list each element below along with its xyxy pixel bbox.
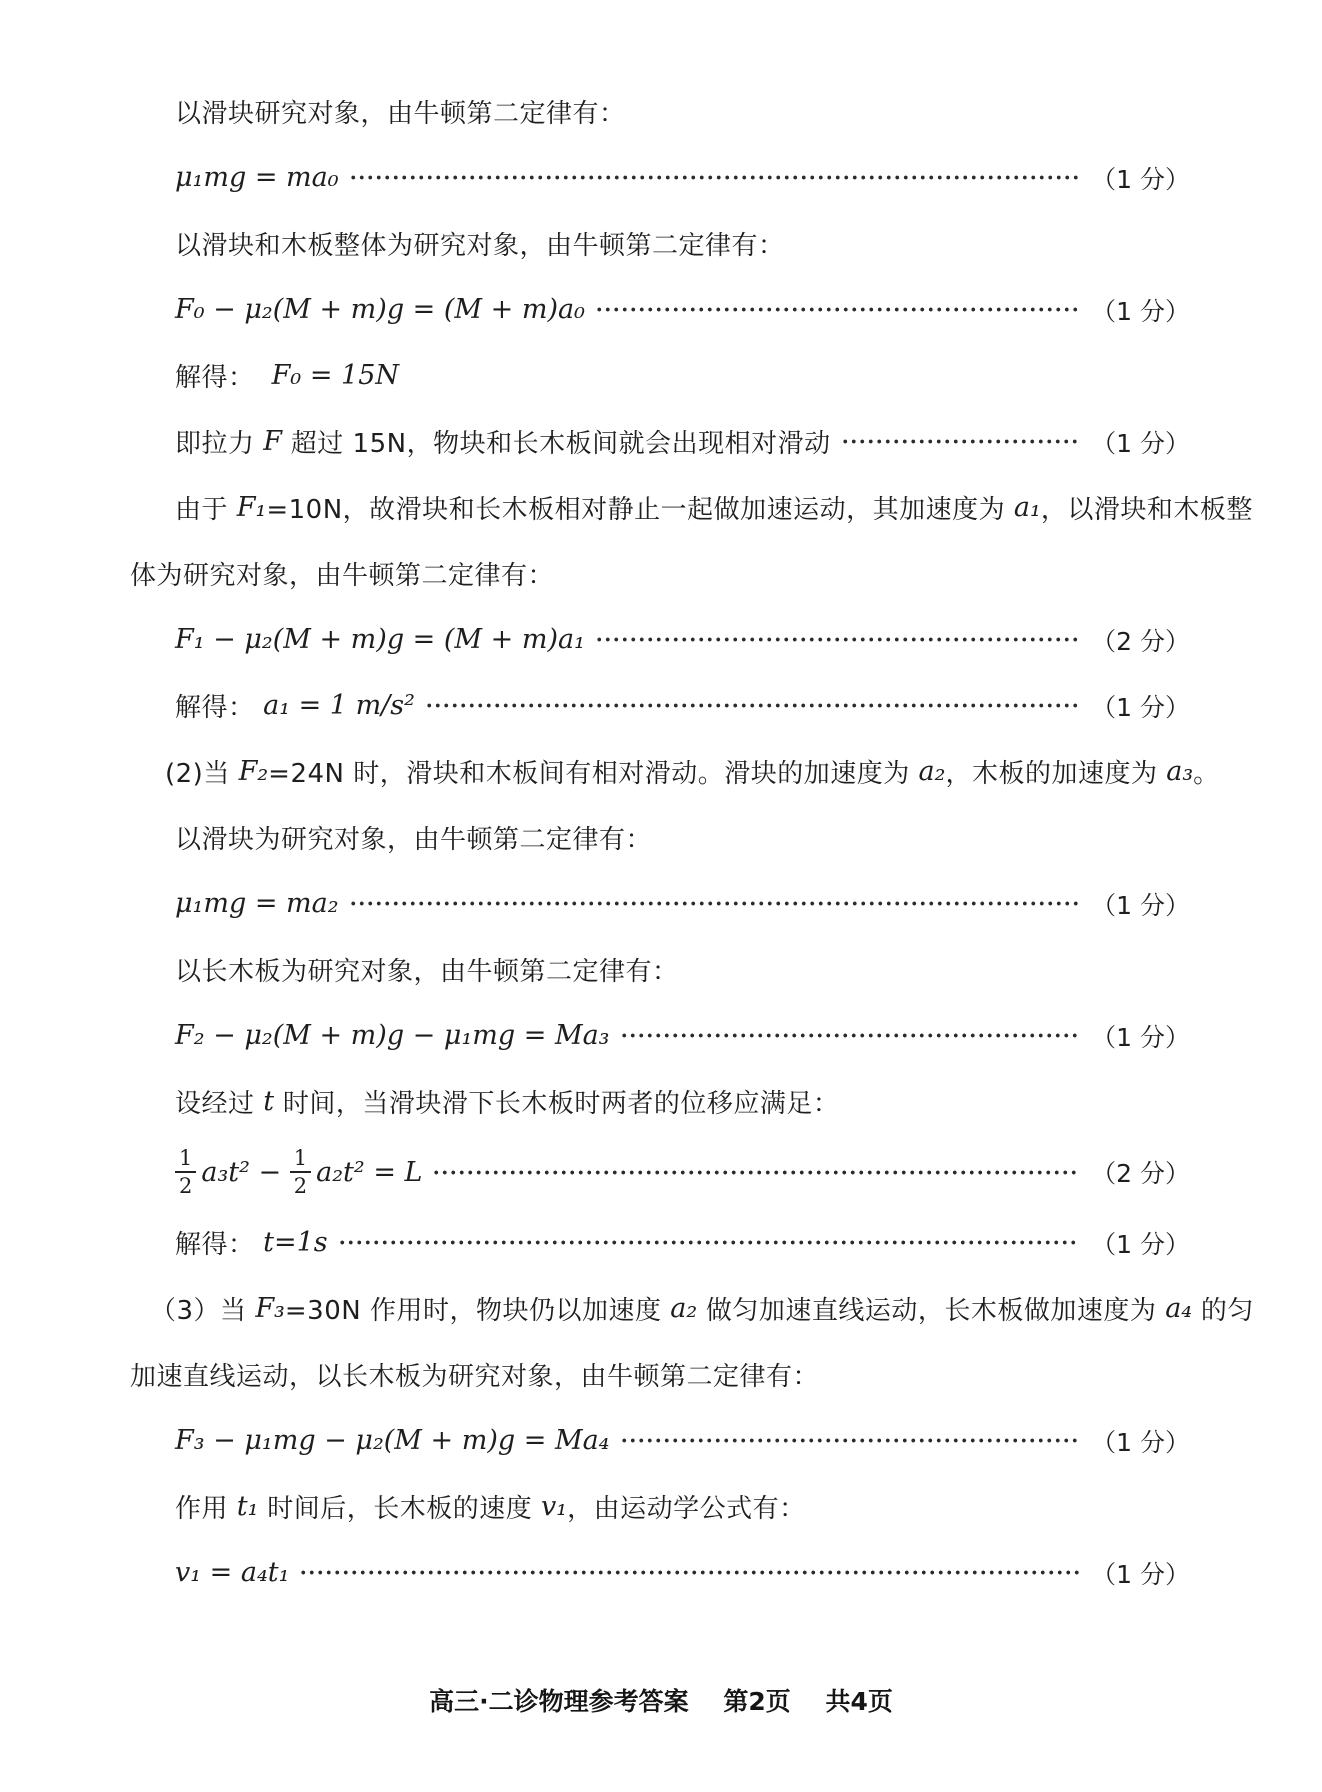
math-run: F₂ − μ₂(M + m)g − μ₁mg = Ma₃ [175, 1020, 610, 1051]
line-content [175, 1557, 289, 1588]
text-run: 解得： [175, 363, 255, 393]
solution-line [130, 354, 1190, 397]
line-content [175, 687, 415, 724]
text-line [130, 816, 1190, 859]
text-run: =10N，故滑块和长木板相对静止一起做加速运动，其加速度为 [266, 495, 1014, 525]
math-run: a₂t² = L [316, 1156, 423, 1188]
math-run: μ₁mg = ma₂ [175, 888, 339, 919]
dotted-leader [425, 703, 1079, 708]
line-content [175, 1083, 839, 1120]
solution-line [130, 684, 1190, 727]
score-label: （1 分） [1091, 1559, 1190, 1589]
math-run: F₃ [255, 1293, 285, 1325]
score-label: （2 分） [1091, 626, 1190, 656]
line-content [175, 888, 339, 919]
math-run: a₄ [1165, 1293, 1193, 1325]
text-run: ，木板的加速度为 [945, 759, 1167, 789]
dotted-leader [432, 1170, 1079, 1175]
line-content [175, 1020, 610, 1051]
line-content [175, 489, 1253, 526]
equation-line [130, 882, 1190, 925]
math-run: v₁ [540, 1491, 568, 1523]
text-run: 由于 [175, 495, 237, 525]
score-label: （1 分） [1091, 1022, 1190, 1052]
math-run: F₁ [236, 492, 267, 523]
equation-line [130, 156, 1190, 199]
line-content [175, 294, 585, 325]
text-line [130, 750, 1220, 793]
text-run: 设经过 [175, 1089, 264, 1119]
math-run: a₃t² − [201, 1156, 290, 1188]
text-run: ，由运动学公式有： [567, 1494, 806, 1525]
score-label: （2 分） [1091, 1159, 1190, 1189]
text-run: =30N 作用时，物块仍以加速度 [284, 1296, 671, 1327]
equation-line [130, 1551, 1190, 1594]
text-line [130, 552, 1190, 595]
math-run: a₂ [918, 756, 946, 787]
text-run: (2)当 [165, 759, 239, 789]
solution-line [130, 1221, 1190, 1264]
math-run: F₀ − μ₂(M + m)g = (M + m)a₀ [175, 294, 585, 325]
dotted-leader [620, 1438, 1080, 1443]
dotted-leader [338, 1240, 1080, 1245]
line-content [130, 1356, 819, 1393]
text-run: 以滑块研究对象，由牛顿第二定律有： [175, 99, 626, 129]
score-label: （1 分） [1091, 164, 1190, 194]
text-run: 时间后，长木板的速度 [258, 1494, 541, 1525]
equation-line [130, 288, 1190, 331]
text-run: 。 [1193, 759, 1220, 789]
text-run: 超过 15N，物块和长木板间就会出现相对滑动 [282, 429, 831, 459]
text-run: =24N 时，滑块和木板间有相对滑动。滑块的加速度为 [268, 759, 919, 789]
score-label: （1 分） [1091, 428, 1190, 458]
equation-line [130, 1014, 1190, 1057]
score-label: （1 分） [1091, 890, 1190, 920]
line-content [175, 93, 626, 130]
line-content [175, 951, 679, 988]
line-content [175, 225, 785, 262]
text-run: 时间，当滑块滑下长木板时两者的位移应满足： [274, 1089, 840, 1119]
line-content [175, 423, 831, 460]
text-run: ，以滑块和木板整 [1040, 495, 1253, 525]
page-footer [0, 1682, 1322, 1718]
text-run: 解得： [175, 1230, 255, 1261]
line-content [150, 1290, 1254, 1327]
math-run: v₁ = a₄t₁ [175, 1557, 290, 1589]
footer-title: 高三·二诊物理参考答案 [429, 1687, 689, 1716]
math-run: a₃ [1166, 756, 1194, 787]
math-run: F [263, 426, 282, 457]
text-run: 以滑块和木板整体为研究对象，由牛顿第二定律有： [175, 231, 785, 261]
text-run: 以滑块为研究对象，由牛顿第二定律有： [175, 825, 653, 855]
fraction: $\frac{1}{2}$ [290, 1146, 311, 1198]
footer-page-number: 第2页 [723, 1687, 791, 1716]
line-content [165, 753, 1220, 790]
dotted-leader [841, 439, 1080, 444]
equation-line [130, 618, 1190, 661]
fraction: $\frac{1}{2}$ [175, 1146, 196, 1198]
dotted-leader [349, 175, 1080, 180]
text-run: 的匀 [1192, 1296, 1254, 1327]
line-content [175, 357, 399, 394]
line-content [175, 819, 652, 856]
line-content [175, 1146, 422, 1198]
text-line [130, 948, 1190, 991]
line-content [175, 1224, 328, 1261]
math-run: a₂ [670, 1293, 698, 1325]
line-content [175, 1488, 806, 1525]
line-content [130, 555, 554, 592]
text-run: 做匀加速直线运动，长木板做加速度为 [697, 1296, 1166, 1327]
math-run: F₀ = 15N [254, 360, 400, 391]
text-line [130, 420, 1190, 463]
text-line [130, 1287, 1254, 1330]
dotted-leader [349, 901, 1080, 906]
score-label: （1 分） [1091, 1229, 1190, 1259]
text-run: 体为研究对象，由牛顿第二定律有： [130, 561, 555, 591]
math-run: μ₁mg = ma₀ [175, 162, 339, 193]
line-content [175, 1425, 610, 1456]
dotted-leader [620, 1033, 1080, 1038]
text-run: 即拉力 [175, 429, 264, 459]
dotted-leader [299, 1570, 1079, 1575]
score-label: （1 分） [1091, 692, 1190, 722]
footer-page-total: 共4页 [825, 1687, 893, 1716]
equation-line [130, 1146, 1190, 1198]
text-run: 以长木板为研究对象，由牛顿第二定律有： [175, 957, 679, 987]
math-run: t=1s [254, 1227, 328, 1259]
text-line [130, 486, 1253, 529]
text-line [130, 1080, 1190, 1123]
math-run: t [263, 1086, 275, 1117]
dotted-leader [595, 307, 1079, 312]
text-line [130, 1353, 1190, 1396]
math-run: F₁ − μ₂(M + m)g = (M + m)a₁ [175, 624, 585, 655]
text-run: 加速直线运动，以长木板为研究对象，由牛顿第二定律有： [130, 1362, 820, 1393]
score-label: （1 分） [1091, 296, 1190, 326]
text-run: 解得： [175, 693, 255, 723]
document-body [130, 90, 1254, 1594]
text-line [130, 90, 1190, 133]
math-run: a₁ = 1 m/s² [254, 690, 415, 721]
text-line [130, 1485, 1190, 1528]
math-run: F₃ − μ₁mg − μ₂(M + m)g = Ma₄ [175, 1425, 610, 1457]
score-label: （1 分） [1091, 1427, 1190, 1457]
math-run: F₂ [238, 756, 269, 787]
math-run: t₁ [236, 1491, 259, 1523]
text-line [130, 222, 1190, 265]
line-content [175, 624, 585, 655]
text-run: 作用 [175, 1494, 237, 1525]
line-content [175, 162, 339, 193]
math-run: a₁ [1013, 492, 1041, 523]
equation-line [130, 1419, 1190, 1462]
text-run: （3）当 [150, 1296, 256, 1327]
dotted-leader [595, 637, 1079, 642]
